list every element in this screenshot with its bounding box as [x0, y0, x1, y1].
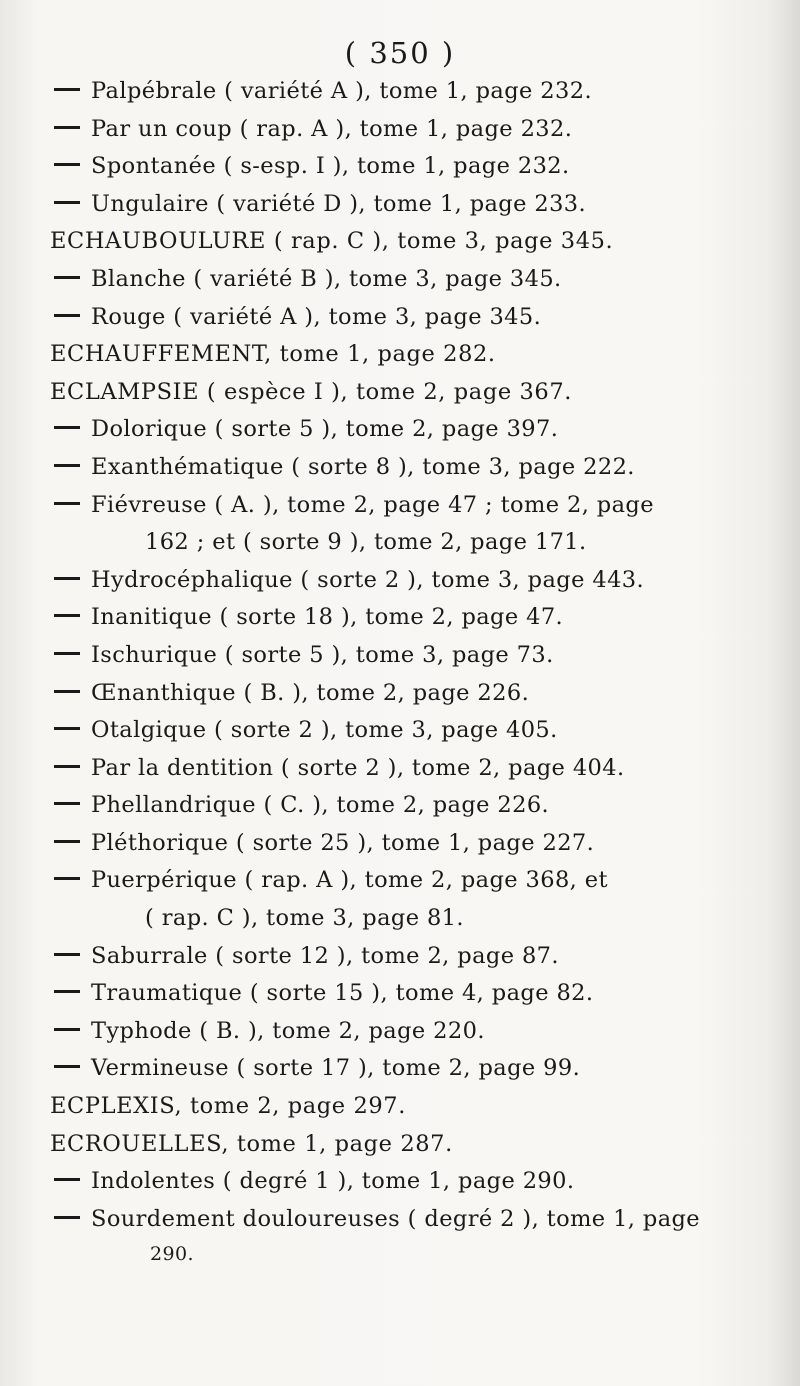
entry-text: Vermineuse ( sorte 17 ), tome 2, page 99.: [91, 1055, 581, 1082]
entry-text: ECPLEXIS, tome 2, page 297.: [50, 1093, 406, 1120]
index-sub-entry: [0, 830, 800, 868]
dash-icon: [54, 502, 80, 505]
index-heading-entry: [0, 228, 800, 266]
index-sub-entry: [0, 454, 800, 492]
index-sub-entry: [0, 304, 800, 342]
dash-icon: [54, 426, 80, 429]
index-sub-entry: [0, 980, 800, 1018]
index-continuation-line: [0, 1243, 800, 1281]
entry-text: ECLAMPSIE ( espèce I ), tome 2, page 367.: [50, 378, 572, 405]
dash-icon: [54, 276, 80, 279]
dash-icon: [54, 201, 80, 204]
entry-text: ( rap. C ), tome 3, page 81.: [145, 905, 464, 932]
dash-icon: [54, 1028, 80, 1031]
dash-icon: [54, 840, 80, 843]
dash-icon: [54, 652, 80, 655]
dash-icon: [54, 88, 80, 91]
entry-text: Ungulaire ( variété D ), tome 1, page 233.: [91, 190, 587, 217]
dash-icon: [54, 314, 80, 317]
index-sub-entry: [0, 416, 800, 454]
index-sub-entry: [0, 1018, 800, 1056]
index-heading-entry: [0, 379, 800, 417]
entry-text: Traumatique ( sorte 15 ), tome 4, page 82.: [91, 980, 594, 1007]
entry-text: Fiévreuse ( A. ), tome 2, page 47 ; tome 2, page: [91, 491, 654, 518]
entry-text: Par un coup ( rap. A ), tome 1, page 232.: [91, 115, 573, 142]
dash-icon: [54, 1065, 80, 1068]
index-sub-entry: [0, 1055, 800, 1093]
entry-text: Ischurique ( sorte 5 ), tome 3, page 73.: [91, 641, 554, 668]
index-sub-entry: [0, 78, 800, 116]
entry-text: Œnanthique ( B. ), tome 2, page 226.: [91, 679, 530, 706]
dash-icon: [54, 577, 80, 580]
entry-text: Puerpérique ( rap. A ), tome 2, page 368, et: [91, 867, 608, 894]
entry-text: Palpébrale ( variété A ), tome 1, page 232.: [91, 78, 593, 104]
index-sub-entry: [0, 792, 800, 830]
index-sub-entry: [0, 116, 800, 154]
index-sub-entry: [0, 943, 800, 981]
entry-text: ECHAUBOULURE ( rap. C ), tome 3, page 345.: [50, 228, 614, 255]
dash-icon: [54, 614, 80, 617]
entry-text: Typhode ( B. ), tome 2, page 220.: [91, 1017, 485, 1044]
entry-text: Sourdement douloureuses ( degré 2 ), tome 1, page: [91, 1205, 701, 1232]
dash-icon: [54, 163, 80, 166]
entry-text: Saburrale ( sorte 12 ), tome 2, page 87.: [91, 942, 559, 969]
entry-text: Rouge ( variété A ), tome 3, page 345.: [91, 303, 542, 330]
entry-text: Dolorique ( sorte 5 ), tome 2, page 397.: [91, 416, 559, 443]
page-number: ( 350 ): [344, 36, 456, 70]
dash-icon: [54, 464, 80, 467]
entry-text: Hydrocéphalique ( sorte 2 ), tome 3, page 443.: [91, 566, 645, 593]
index-sub-entry: [0, 191, 800, 229]
index-sub-entry: [0, 567, 800, 605]
entry-text: Blanche ( variété B ), tome 3, page 345.: [91, 265, 562, 292]
index-sub-entry: [0, 717, 800, 755]
index-sub-entry: [0, 492, 800, 530]
entry-text: Par la dentition ( sorte 2 ), tome 2, page 404.: [91, 754, 625, 781]
index-sub-entry: [0, 153, 800, 191]
index-sub-entry: [0, 604, 800, 642]
dash-icon: [54, 690, 80, 693]
entry-text: ECROUELLES, tome 1, page 287.: [50, 1130, 453, 1157]
entry-text: Phellandrique ( C. ), tome 2, page 226.: [91, 792, 550, 819]
entry-text: Exanthématique ( sorte 8 ), tome 3, page 222.: [91, 453, 635, 480]
index-sub-entry: [0, 266, 800, 304]
dash-icon: [54, 1178, 80, 1181]
index-continuation-line: [0, 905, 800, 943]
entry-text: 290.: [150, 1243, 194, 1266]
index-sub-entry: [0, 680, 800, 718]
index-sub-entry: [0, 867, 800, 905]
entry-text: Inanitique ( sorte 18 ), tome 2, page 47.: [91, 604, 564, 631]
dash-icon: [54, 990, 80, 993]
entry-text: Indolentes ( degré 1 ), tome 1, page 290.: [91, 1168, 575, 1195]
index-sub-entry: [0, 1206, 800, 1244]
index-sub-entry: [0, 642, 800, 680]
dash-icon: [54, 727, 80, 730]
entry-text: 162 ; et ( sorte 9 ), tome 2, page 171.: [145, 529, 587, 556]
index-heading-entry: [0, 1093, 800, 1131]
dash-icon: [54, 126, 80, 129]
dash-icon: [54, 953, 80, 956]
entry-text: ECHAUFFEMENT, tome 1, page 282.: [50, 341, 496, 368]
dash-icon: [54, 877, 80, 880]
dash-icon: [54, 1216, 80, 1219]
entry-text: Pléthorique ( sorte 25 ), tome 1, page 227.: [91, 829, 595, 856]
dash-icon: [54, 765, 80, 768]
entry-text: Spontanée ( s-esp. I ), tome 1, page 232.: [91, 153, 570, 180]
index-continuation-line: [0, 529, 800, 567]
index-sub-entry: [0, 755, 800, 793]
index-sub-entry: [0, 1168, 800, 1206]
index-entry-list: [0, 78, 800, 1281]
index-heading-entry: [0, 1131, 800, 1169]
index-heading-entry: [0, 341, 800, 379]
entry-text: Otalgique ( sorte 2 ), tome 3, page 405.: [91, 717, 558, 744]
dash-icon: [54, 802, 80, 805]
